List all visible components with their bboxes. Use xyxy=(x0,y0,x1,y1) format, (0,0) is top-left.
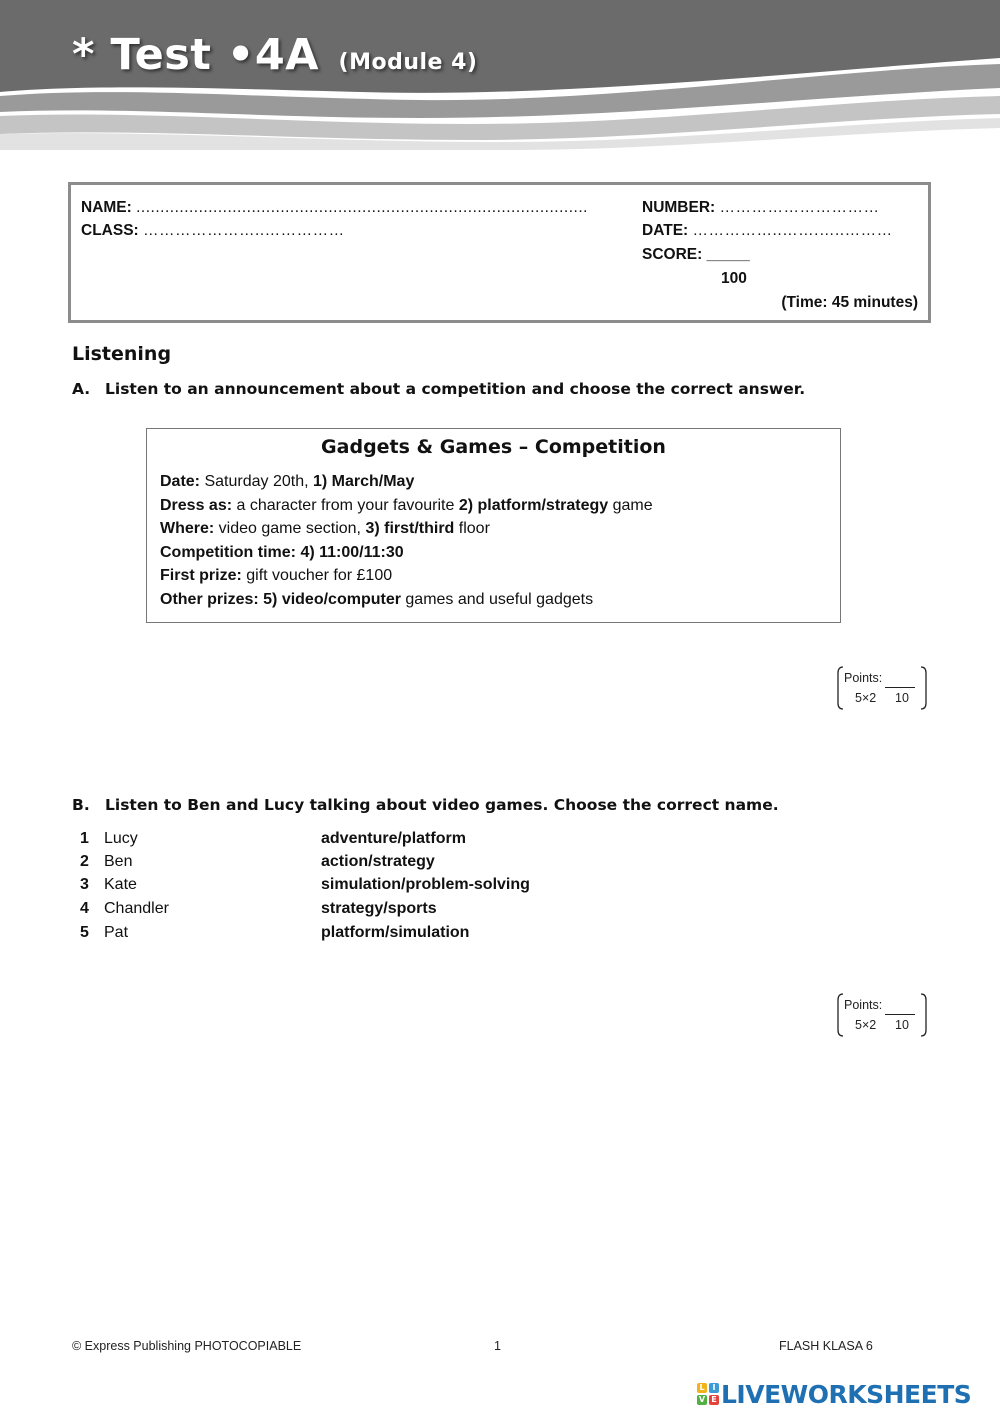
logo-letter-tile: V xyxy=(698,1395,706,1404)
points-label: Points: xyxy=(844,998,883,1012)
list-item-name: Ben xyxy=(104,853,133,870)
class-label: CLASS: xyxy=(81,222,139,239)
list-item-name: Pat xyxy=(104,924,129,941)
list-item xyxy=(80,830,580,852)
part-b-letter: B. xyxy=(72,796,90,814)
number-label: NUMBER: xyxy=(642,199,716,216)
list-item xyxy=(80,853,580,875)
part-b-text: Listen to Ben and Lucy talking about video games. Choose the correct name. xyxy=(105,796,779,814)
list-item-options[interactable]: strategy/sports xyxy=(321,900,437,917)
list-item xyxy=(80,900,580,922)
competition-line xyxy=(160,473,414,491)
part-a-instruction xyxy=(72,380,805,398)
footer-page-number: 1 xyxy=(494,1339,501,1353)
logo-letter-tile: L xyxy=(697,1383,707,1393)
competition-line-text: Saturday 20th, xyxy=(200,473,313,490)
competition-line-text: video game section, xyxy=(214,520,366,537)
part-b-instruction xyxy=(72,796,779,814)
list-item-options[interactable]: action/strategy xyxy=(321,853,435,870)
logo-letter-tile: E xyxy=(709,1395,719,1405)
points-badge-a xyxy=(836,665,928,711)
competition-line-label: Date: xyxy=(160,473,201,490)
list-item xyxy=(80,876,580,898)
liveworksheets-logo-icon xyxy=(697,1383,719,1405)
competition-line-text: games and useful gadgets xyxy=(400,591,594,608)
competition-line-label: Competition time: xyxy=(160,544,296,561)
class-field[interactable]: …………………..…………… xyxy=(143,222,345,239)
number-field[interactable]: ………………………… xyxy=(719,199,880,216)
list-item-number: 4 xyxy=(80,900,89,917)
name-row xyxy=(81,199,588,217)
points-badge-b xyxy=(836,992,928,1038)
competition-line-option[interactable]: 3) first/third xyxy=(365,520,455,537)
footer-course: FLASH KLASA 6 xyxy=(779,1339,873,1353)
competition-line xyxy=(160,520,490,538)
points-blank[interactable] xyxy=(885,1000,915,1015)
competition-line xyxy=(160,497,653,515)
list-item xyxy=(80,924,580,946)
competition-line-label: Other prizes: xyxy=(160,591,259,608)
section-heading-listening: Listening xyxy=(72,343,172,365)
test-title xyxy=(72,30,478,80)
test-module: (Module 4) xyxy=(338,50,478,75)
score-total: 100 xyxy=(721,270,747,287)
competition-box xyxy=(146,428,841,623)
points-fraction: 5×2 xyxy=(855,691,877,705)
date-row xyxy=(642,222,893,240)
competition-line-label: Dress as: xyxy=(160,497,233,514)
score-field[interactable]: _____ xyxy=(706,246,750,263)
name-label: NAME: xyxy=(81,199,132,216)
liveworksheets-logo-text: LIVEWORKSHEETS xyxy=(721,1379,972,1409)
date-label: DATE: xyxy=(642,222,689,239)
student-info-box xyxy=(68,182,931,323)
part-a-letter: A. xyxy=(72,380,91,398)
competition-line xyxy=(160,567,392,585)
list-item-number: 1 xyxy=(80,830,89,847)
points-blank[interactable] xyxy=(885,673,915,688)
name-field[interactable]: .............................................................................................. xyxy=(136,199,588,216)
footer-copyright: © Express Publishing PHOTOCOPIABLE xyxy=(72,1339,302,1353)
list-item-number: 2 xyxy=(80,853,89,870)
competition-line-text: floor xyxy=(454,520,490,537)
list-item-name: Kate xyxy=(104,876,137,893)
competition-line xyxy=(160,544,404,562)
points-total: 10 xyxy=(895,1018,909,1032)
competition-line-text: gift voucher for £100 xyxy=(241,567,393,584)
competition-line-label: First prize: xyxy=(160,567,242,584)
competition-line xyxy=(160,591,593,609)
score-row xyxy=(642,246,750,264)
list-item-name: Chandler xyxy=(104,900,169,917)
list-item-options[interactable]: adventure/platform xyxy=(321,830,466,847)
competition-line-text: a character from your favourite xyxy=(232,497,459,514)
competition-line-option[interactable]: 4) 11:00/11:30 xyxy=(300,544,404,561)
logo-letter-tile: I xyxy=(709,1383,719,1393)
time-note: (Time: 45 minutes) xyxy=(781,294,918,311)
competition-title: Gadgets & Games – Competition xyxy=(321,436,666,458)
competition-line-option[interactable]: 2) platform/strategy xyxy=(458,497,609,514)
part-a-text: Listen to an announcement about a competition and choose the correct answer. xyxy=(105,380,806,398)
points-label: Points: xyxy=(844,671,883,685)
score-label: SCORE: xyxy=(642,246,703,263)
competition-line-option[interactable]: 5) video/computer xyxy=(263,591,401,608)
class-row xyxy=(81,222,345,240)
competition-line-text: game xyxy=(608,497,653,514)
points-fraction: 5×2 xyxy=(855,1018,877,1032)
points-total: 10 xyxy=(895,691,909,705)
liveworksheets-logo[interactable] xyxy=(697,1377,971,1411)
list-item-options[interactable]: simulation/problem-solving xyxy=(321,876,530,893)
list-item-number: 5 xyxy=(80,924,89,941)
number-row xyxy=(642,199,880,217)
list-item-number: 3 xyxy=(80,876,89,893)
header-banner xyxy=(0,0,1000,150)
date-field[interactable]: ……………..…….…..……… xyxy=(692,222,893,239)
test-title-main: * Test •4A xyxy=(72,30,320,80)
competition-line-option[interactable]: 1) March/May xyxy=(312,473,415,490)
competition-line-label: Where: xyxy=(160,520,215,537)
list-item-name: Lucy xyxy=(104,830,138,847)
list-item-options[interactable]: platform/simulation xyxy=(321,924,470,941)
